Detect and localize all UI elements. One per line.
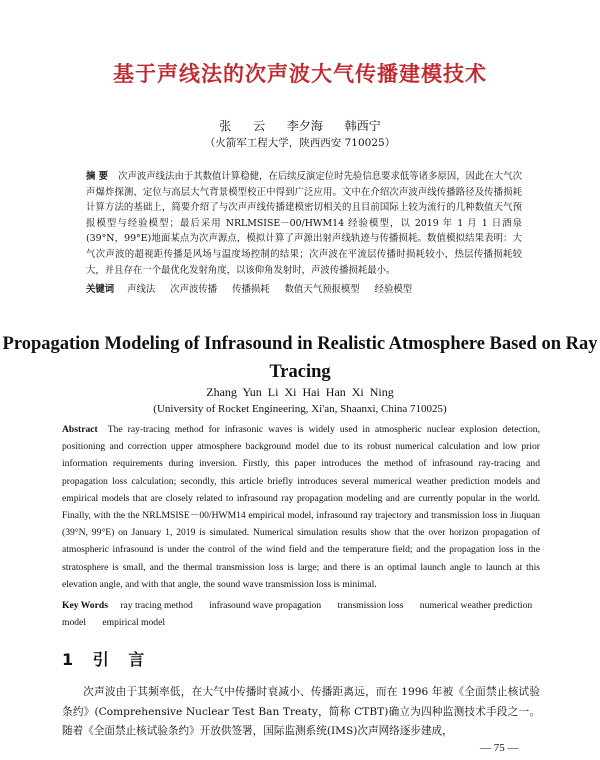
english-affiliation: (University of Rocket Engineering, Xi'an, Shaanxi, China 710025): [153, 403, 447, 415]
chinese-keyword: 次声波传播: [170, 284, 218, 295]
english-keyword: infrasound wave propagation: [209, 600, 322, 611]
chinese-abstract: [86, 169, 522, 278]
english-keyword: ray tracing method: [120, 600, 193, 611]
introduction-paragraph: 次声波由于其频率低，在大气中传播时衰减小、传播距离远，而在 1996 年被《全面禁止核试验条约》(Comprehensive Nuclear Test Ban Treaty，简称 CTBT)确立为四种监测技术手段之一。随着《全面禁止核试验条约》开放供签署，国际监测系统(IMS)次声网络逐步建成，: [62, 686, 540, 738]
chinese-title: 基于声线法的次声波大气传播建模技术: [113, 62, 487, 86]
english-keyword: empirical model: [102, 617, 165, 628]
english-title: Propagation Modeling of Infrasound in Realistic Atmosphere Based on Ray Tracing: [2, 334, 598, 382]
chinese-abstract-text: 次声波声线法由于其数值计算稳健，在后续反演定位时先验信息要求低等诸多原因，因此在大气次声爆炸探测、定位与高层大气背景模型校正中得到广泛应用。文中在介绍次声波声线传播路径及传播损耗计算方法的基础上，简要介绍了与次声声线传播建模密切相关的且目前国际上较为流行的几种数值天气预报模型与经验模型；最后采用 NRLMSISE－00/HWM14 经验模型，以 2019 年 1 月 1 日酒泉(39°N，99°E)地面某点为次声源点，模拟计算了声源出射声线轨迹与传播损耗。数值模拟结果表明：大气次声波的超视距传播是风场与温度场控制的结果；次声波在平流层传播时损耗较小，热层传播损耗较大，并且存在一个最优化发射角度，以该仰角发射时，声波传播损耗最小。: [86, 171, 522, 276]
english-abstract-label: Abstract: [62, 424, 98, 435]
english-abstract-text: The ray-tracing method for infrasonic waves is widely used in atmospheric nuclear explosion detection, positioning and correction upper atmosphere background model due to its robust numerical calculation and low prior information requirements during inversion. Firstly, this paper introduces the method of infrasound ray-tracing and propagation loss calculation; secondly, this article briefly introduces several numerical weather prediction models and empirical models that are closely related to infrasound ray propagation modeling and are currently popular in the world. Finally, with the the NRLMSISE－00/HWM14 empirical model, infrasound ray trajectory and transmission loss in Jiuquan (39°N, 99°E) on January 1, 2019 is simulated. Numerical simulation results show that the over horizon propagation of atmospheric infrasound is under the control of the wind field and the temperature field; and the propagation loss in the stratosphere is small, and the thermal transmission loss is large; and there is an optimal launch angle to launch at this elevation angle, and with that angle, the sound wave transmission loss is minimal.: [62, 424, 540, 590]
english-keyword: numerical weather prediction model: [62, 600, 533, 628]
english-abstract: [62, 421, 540, 593]
english-keyword: transmission loss: [337, 600, 404, 611]
chinese-authors: 张 云 李夕海 韩西宁: [219, 119, 381, 133]
chinese-keyword: 声线法: [127, 284, 156, 295]
english-keywords-label: Key Words: [62, 600, 108, 611]
section-heading: [62, 647, 144, 670]
section-title: 引 言: [92, 650, 145, 669]
chinese-abstract-label: 摘 要: [86, 171, 109, 182]
chinese-keywords: [86, 281, 522, 295]
chinese-keyword: 数值天气预报模型: [284, 284, 360, 295]
english-authors: Zhang Yun Li Xi Hai Han Xi Ning: [206, 385, 394, 399]
chinese-keyword: 经验模型: [374, 284, 413, 295]
chinese-keywords-label: 关键词: [86, 284, 115, 295]
page-number: — 75 —: [480, 742, 519, 754]
chinese-keyword: 传播损耗: [232, 284, 270, 295]
section-number: 1: [62, 650, 74, 669]
english-keywords: [62, 597, 540, 631]
chinese-affiliation: （火箭军工程大学，陕西西安 710025）: [204, 137, 396, 149]
